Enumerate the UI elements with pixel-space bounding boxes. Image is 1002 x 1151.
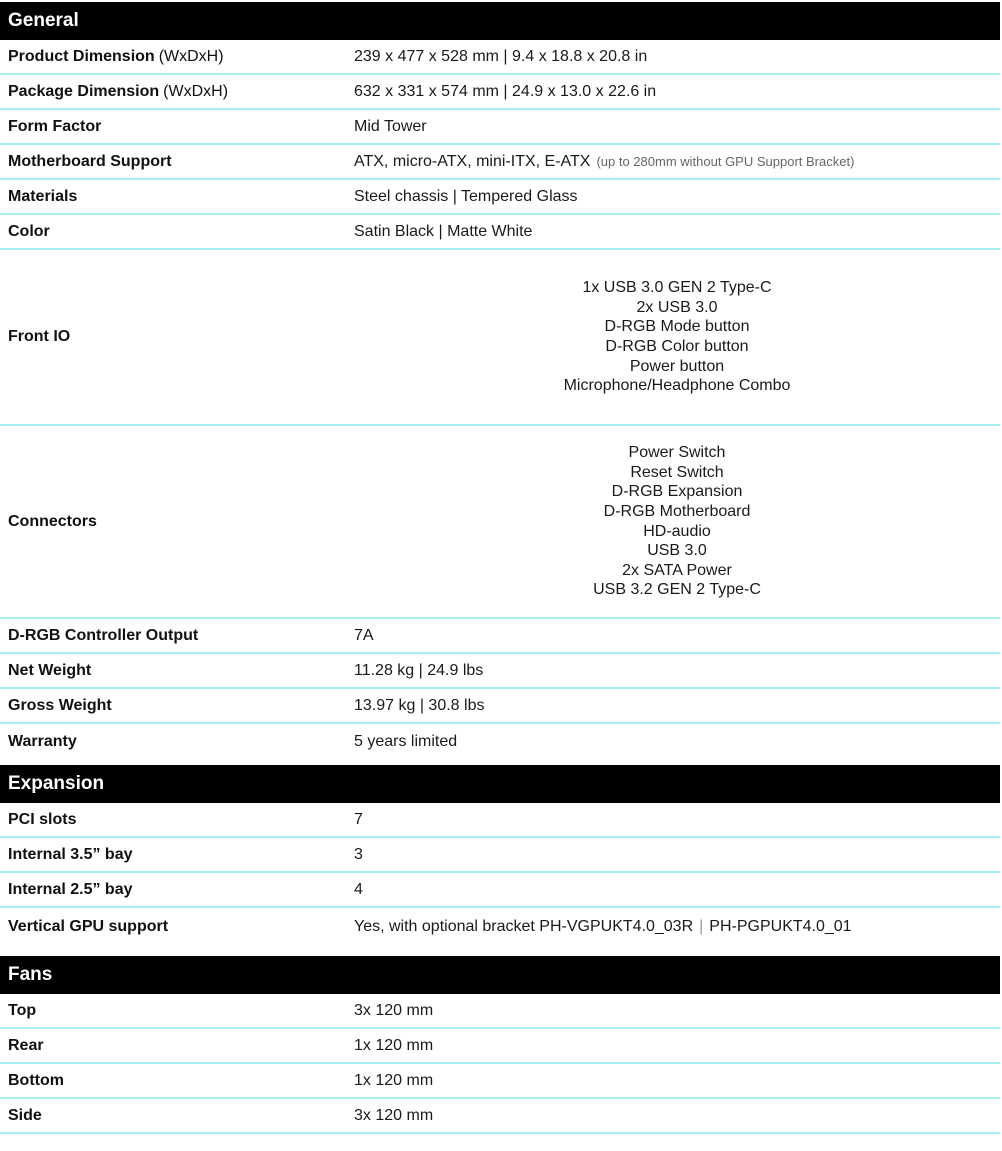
list-item: HD-audio xyxy=(643,522,711,540)
spec-value: 7 xyxy=(354,810,363,828)
list-item: USB 3.2 GEN 2 Type-C xyxy=(593,581,761,599)
spec-value: 13.97 kg | 30.8 lbs xyxy=(354,696,485,714)
spec-row-product-dimension xyxy=(0,40,1000,75)
spec-label: Materials xyxy=(8,187,78,205)
spec-label: PCI slots xyxy=(8,810,77,828)
list-item: USB 3.0 xyxy=(647,542,707,560)
spec-row-pci-slots xyxy=(0,803,1000,838)
spec-row-fan-bottom xyxy=(0,1064,1000,1099)
spec-label: Net Weight xyxy=(8,661,92,679)
spec-value: 1x 120 mm xyxy=(354,1036,434,1054)
spec-value: 4 xyxy=(354,880,363,898)
spec-label: Top xyxy=(8,1001,37,1019)
spec-label: Color xyxy=(8,222,50,240)
spec-row-net-weight xyxy=(0,654,1000,689)
spec-label-text: Product Dimension xyxy=(8,47,155,65)
spec-row-internal-25-bay xyxy=(0,873,1000,908)
spec-label: Bottom xyxy=(8,1071,64,1089)
list-item: D-RGB Motherboard xyxy=(603,502,751,520)
spec-value: 3x 120 mm xyxy=(354,1001,434,1019)
spec-label xyxy=(0,75,354,108)
spec-value: 7A xyxy=(354,626,374,644)
spec-row-vertical-gpu xyxy=(0,908,1000,946)
spec-value-text: ATX, micro-ATX, mini-ITX, E-ATX xyxy=(354,152,591,170)
list-item: Microphone/Headphone Combo xyxy=(563,377,791,395)
spec-label-unit: (WxDxH) xyxy=(163,82,229,100)
spec-value-note: (up to 280mm without GPU Support Bracket) xyxy=(596,154,855,169)
section-header-fans xyxy=(0,956,1000,994)
spec-row-gross-weight xyxy=(0,689,1000,724)
spec-row-materials xyxy=(0,180,1000,215)
spec-label: Form Factor xyxy=(8,117,102,135)
spec-value: 3x 120 mm xyxy=(354,1106,434,1124)
list-item: Reset Switch xyxy=(630,463,724,481)
section-title: Fans xyxy=(8,964,53,985)
spec-label: Gross Weight xyxy=(8,696,112,714)
spec-row-fan-side xyxy=(0,1099,1000,1134)
spec-label xyxy=(0,40,354,73)
spec-row-color xyxy=(0,215,1000,250)
spec-value-list xyxy=(354,426,1000,617)
spec-label: Rear xyxy=(8,1036,44,1054)
spec-value: 239 x 477 x 528 mm | 9.4 x 18.8 x 20.8 in xyxy=(354,47,648,65)
list-item: D-RGB Color button xyxy=(605,338,749,355)
spec-row-front-io xyxy=(0,250,1000,426)
spec-row-warranty xyxy=(0,724,1000,759)
spec-value: 1x 120 mm xyxy=(354,1071,434,1089)
section-header-general xyxy=(0,2,1000,40)
spec-label: Internal 3.5” bay xyxy=(8,845,133,863)
section-header-expansion xyxy=(0,765,1000,803)
spec-label: Side xyxy=(8,1106,42,1124)
list-item: 2x USB 3.0 xyxy=(636,298,718,316)
spec-label-text: Package Dimension xyxy=(8,82,160,100)
spec-value: 3 xyxy=(354,845,363,863)
spec-value: 5 years limited xyxy=(354,732,458,750)
list-item: Power Switch xyxy=(628,444,726,462)
spec-row-connectors xyxy=(0,426,1000,619)
spec-value-text-2: PH-PGPUKT4.0_01 xyxy=(709,918,852,935)
section-title: General xyxy=(8,10,79,31)
spec-value: Steel chassis | Tempered Glass xyxy=(354,187,578,205)
spec-value: 11.28 kg | 24.9 lbs xyxy=(354,661,484,679)
list-item: 1x USB 3.0 GEN 2 Type-C xyxy=(582,279,772,297)
spec-row-fan-top xyxy=(0,994,1000,1029)
spec-label: Front IO xyxy=(8,328,71,345)
list-item: Power button xyxy=(629,357,725,375)
value-separator: | xyxy=(699,918,704,935)
spec-value-list xyxy=(354,250,1000,424)
spec-label: Connectors xyxy=(8,512,97,530)
spec-label: D-RGB Controller Output xyxy=(8,626,199,644)
spec-value: 632 x 331 x 574 mm | 24.9 x 13.0 x 22.6 in xyxy=(354,82,657,100)
list-item: D-RGB Mode button xyxy=(604,318,750,336)
spec-value: Satin Black | Matte White xyxy=(354,222,533,240)
spec-value xyxy=(354,908,1000,946)
spec-row-internal-35-bay xyxy=(0,838,1000,873)
section-title: Expansion xyxy=(8,773,105,794)
spec-label: Internal 2.5” bay xyxy=(8,880,133,898)
spec-label: Vertical GPU support xyxy=(8,918,169,935)
spec-value-text: Yes, with optional bracket PH-VGPUKT4.0_03R xyxy=(354,918,694,935)
spec-row-fan-rear xyxy=(0,1029,1000,1064)
spec-label: Motherboard Support xyxy=(8,152,172,170)
spec-label: Warranty xyxy=(8,732,77,750)
list-item: 2x SATA Power xyxy=(622,561,732,579)
spec-label-unit: (WxDxH) xyxy=(158,47,224,65)
spec-row-drgb-output xyxy=(0,619,1000,654)
spec-value: Mid Tower xyxy=(354,117,427,135)
spec-row-package-dimension xyxy=(0,75,1000,110)
list-item: D-RGB Expansion xyxy=(611,483,743,501)
spec-row-form-factor xyxy=(0,110,1000,145)
spec-value xyxy=(354,145,1000,178)
spec-row-motherboard-support xyxy=(0,145,1000,180)
